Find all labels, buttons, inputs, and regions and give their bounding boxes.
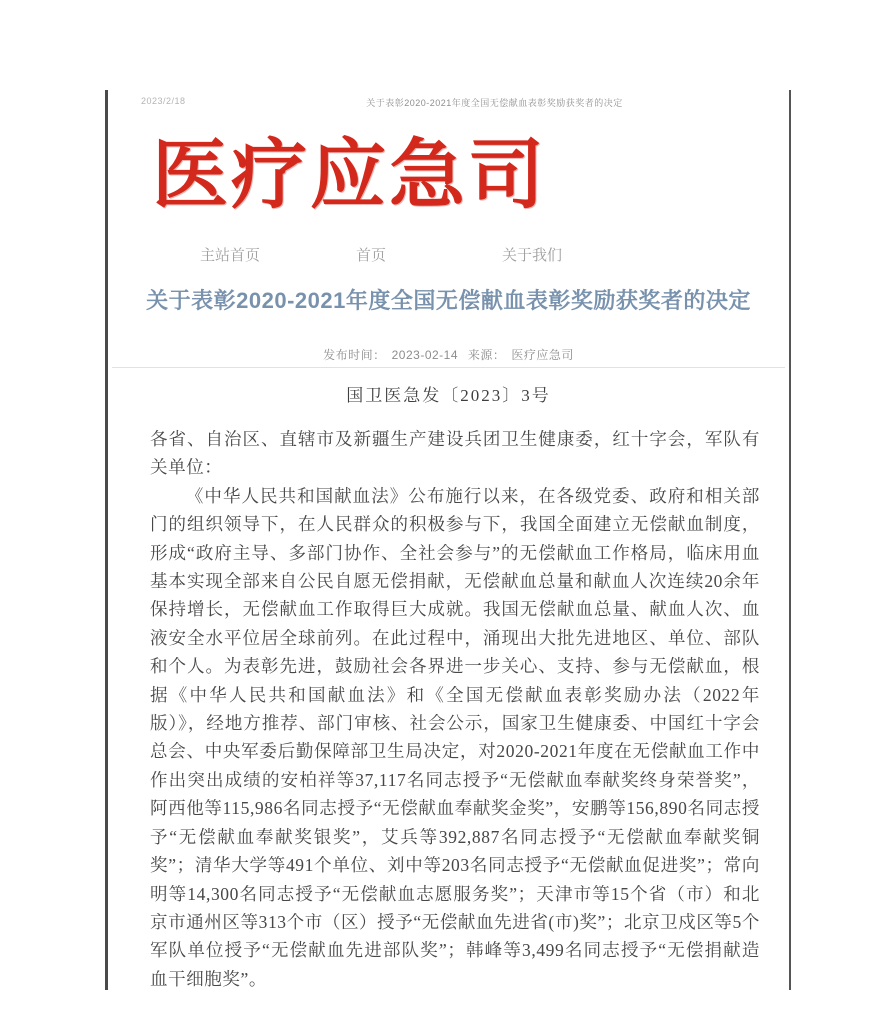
publish-time-value: 2023-02-14 [391,348,459,362]
main-nav [200,244,562,265]
publish-time-label: 发布时间： [323,348,386,362]
meta-divider [112,367,785,368]
nav-item-home[interactable]: 首页 [356,247,387,264]
source-value: 医疗应急司 [511,348,574,362]
print-date: 2023/2/18 [141,96,186,106]
article-body [150,425,760,993]
main-paragraph: 《中华人民共和国献血法》公布施行以来，在各级党委、政府和相关部门的组织领导下，在人民群众的积极参与下，我国全面建立无偿献血制度，形成“政府主导、多部门协作、全社会参与”的无偿献血工作格局，临床用血基本实现全部来自公民自愿无偿捐献，无偿献血总量和献血人次连续20余年保持增长，无偿献血工作取得巨大成就。我国无偿献血总量、献血人次、血液安全水平位居全球前列。在此过程中，涌现出大批先进地区、单位、部队和个人。为表彰先进，鼓励社会各界进一步关心、支持、参与无偿献血，根据《中华人民共和国献血法》和《全国无偿献血表彰奖励办法（2022年版）》，经地方推荐、部门审核、社会公示，国家卫生健康委、中国红十字会总会、中央军委后勤保障部卫生局决定，对2020-2021年度在无偿献血工作中作出突出成绩的安柏祥等37,117名同志授予“无偿献血奉献奖终身荣誉奖”，阿西他等115,986名同志授予“无偿献血奉献奖金奖”，安鹏等156,890名同志授予“无偿献血奉献奖银奖”，艾兵等392,887名同志授予“无偿献血奉献奖铜奖”；清华大学等491个单位、刘中等203名同志授予“无偿献血促进奖”；常向明等14,300名同志授予“无偿献血志愿服务奖”；天津市等15个省（市）和北京市通州区等313个市（区）授予“无偿献血先进省(市)奖”；北京卫戍区等5个军队单位授予“无偿献血先进部队奖”；韩峰等3,499名同志授予“无偿捐献造血干细胞奖”。 [150,485,760,989]
salutation-paragraph: 各省、自治区、直辖市及新疆生产建设兵团卫生健康委，红十字会，军队有关单位： [150,429,760,478]
source-label: 来源： [467,348,506,362]
site-logo: 医疗应急司 [152,133,547,218]
article-title: 关于表彰2020-2021年度全国无偿献血表彰奖励获奖者的决定 [146,288,751,313]
nav-item-main-home[interactable]: 主站首页 [200,247,261,264]
document-page [105,90,791,990]
document-number: 国卫医急发〔2023〕3号 [346,386,551,405]
nav-item-about[interactable]: 关于我们 [502,247,563,264]
print-header-title: 关于表彰2020-2021年度全国无偿献血表彰奖励获奖者的决定 [366,98,623,108]
print-header [108,96,789,112]
article-meta [108,346,789,363]
